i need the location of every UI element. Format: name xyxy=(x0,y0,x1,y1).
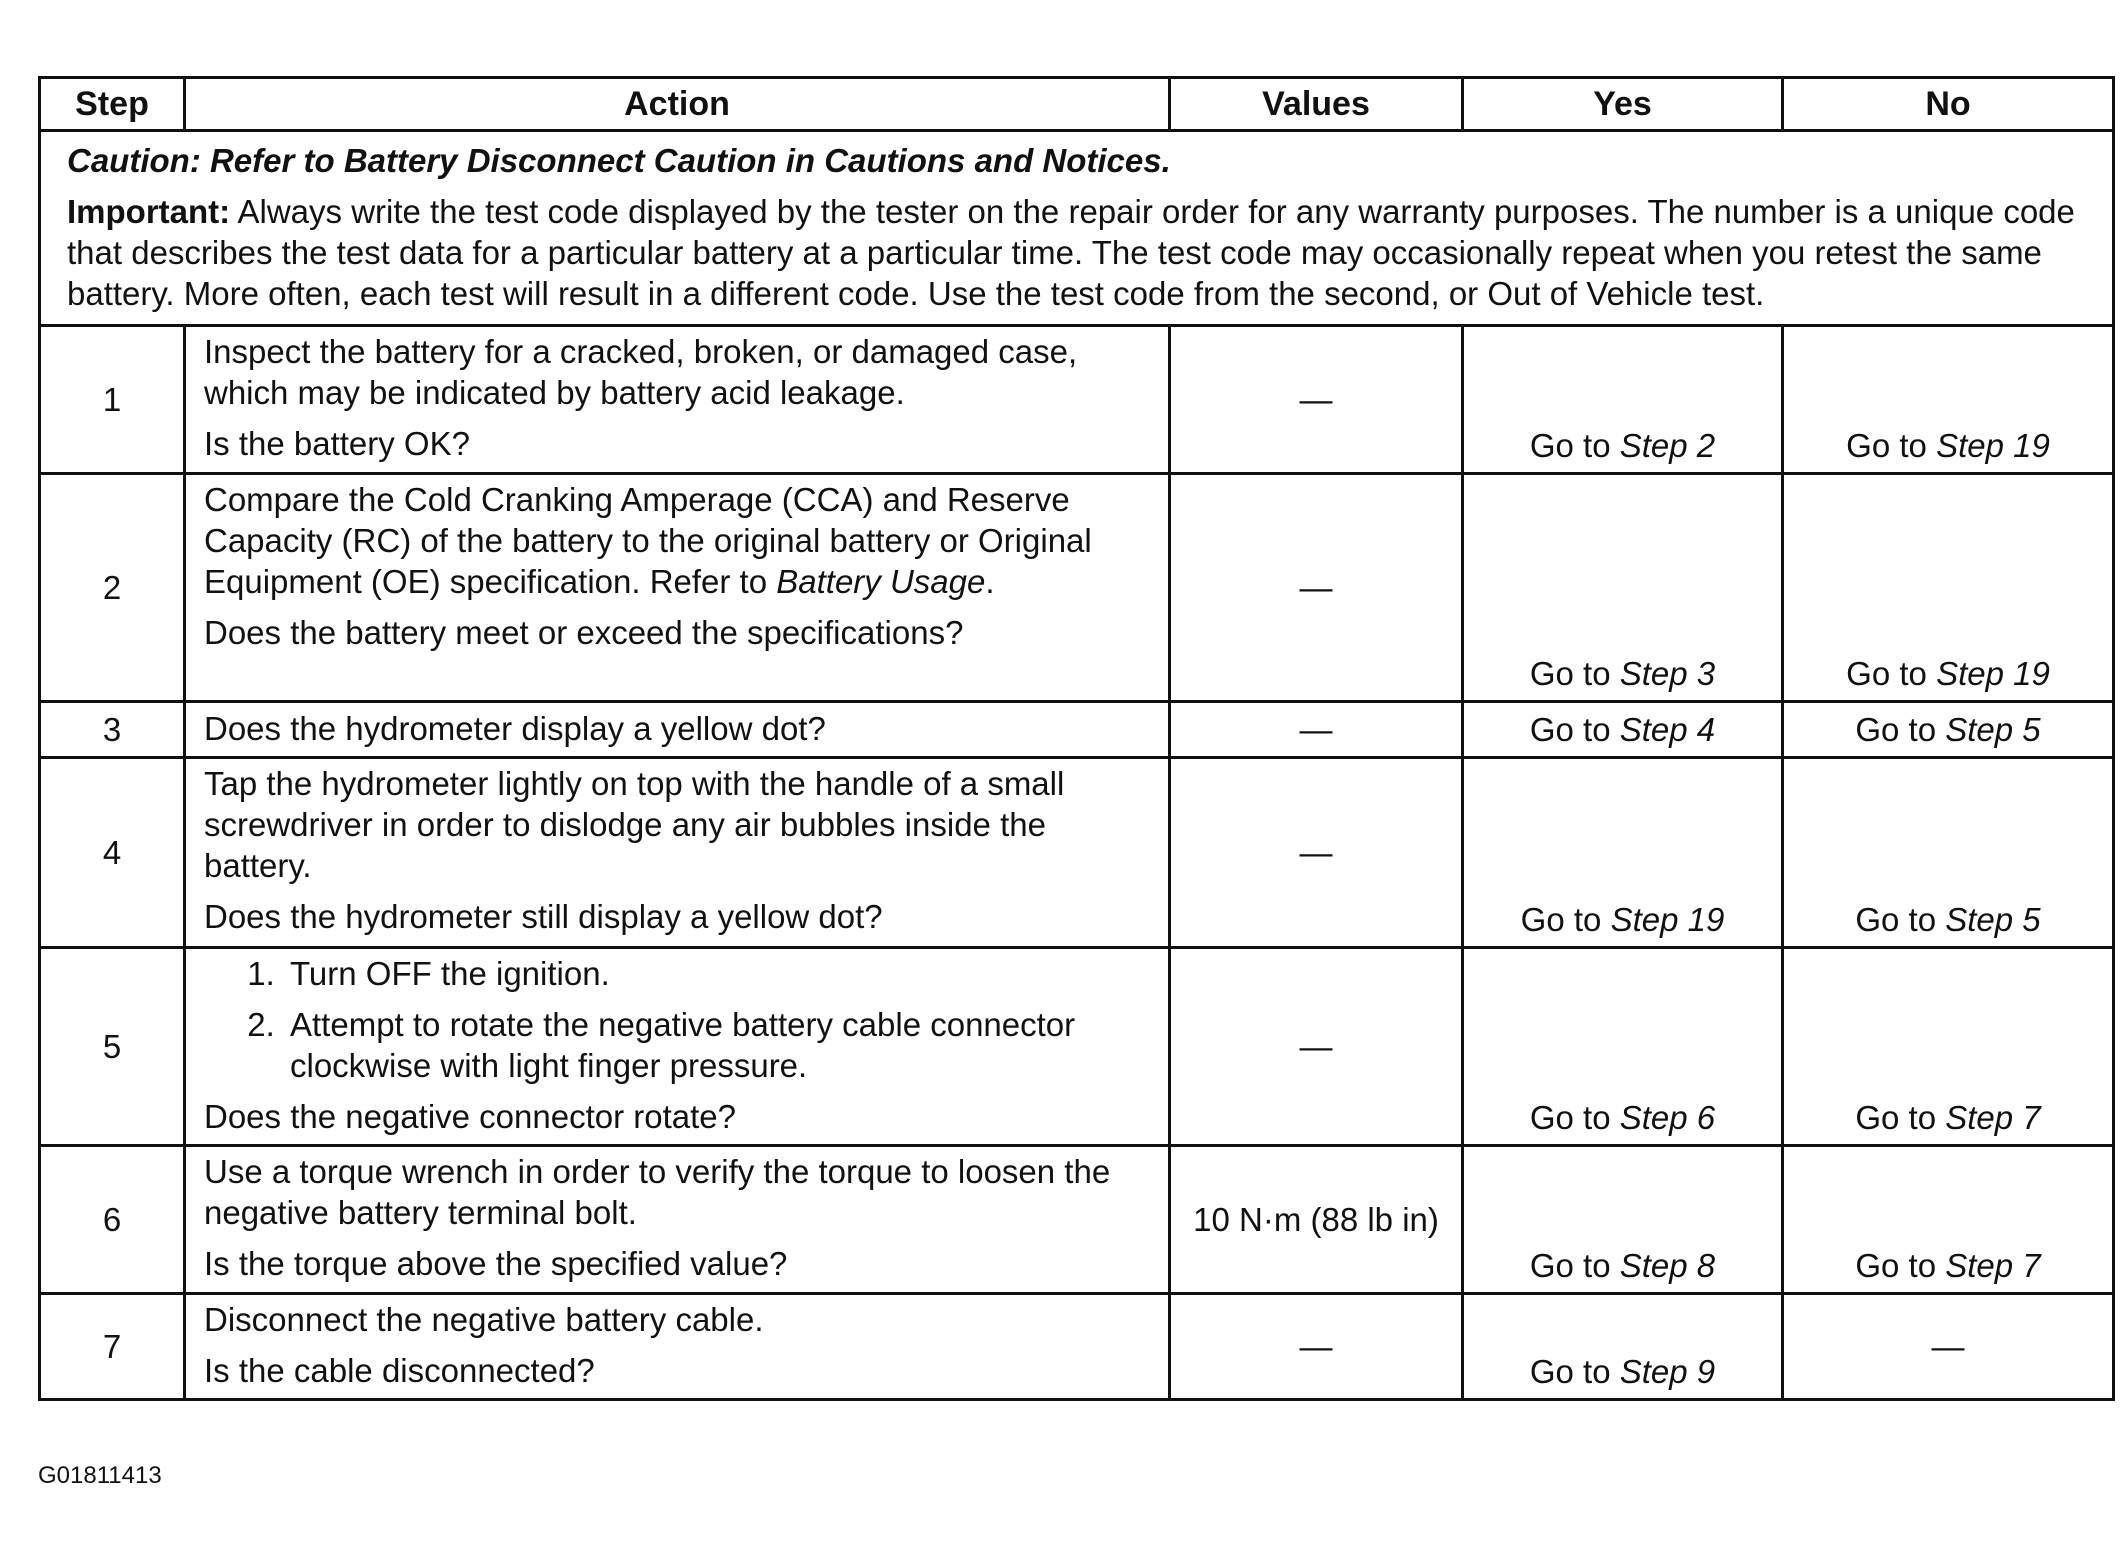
action-cell xyxy=(185,758,1170,948)
action-text: Use a torque wrench in order to verify the torque to loosen the negative battery terminal bolt. xyxy=(204,1153,1111,1231)
yes-cell xyxy=(1463,948,1783,1146)
notice-cell xyxy=(40,131,2114,326)
action-question: Is the cable disconnected? xyxy=(204,1352,595,1389)
goto-step-link[interactable]: Step 9 xyxy=(1619,1353,1716,1390)
battery-usage-reference[interactable]: Battery Usage xyxy=(776,563,986,600)
action-cell xyxy=(185,1294,1170,1400)
goto-step-link[interactable]: Step 6 xyxy=(1619,1099,1716,1136)
action-cell xyxy=(185,1146,1170,1294)
yes-cell xyxy=(1463,474,1783,702)
action-step-list xyxy=(204,953,1154,1086)
goto-step-link[interactable]: Step 5 xyxy=(1945,711,2041,748)
goto-prefix: Go to xyxy=(1529,1247,1620,1284)
header-row xyxy=(40,78,2114,131)
action-question: Does the negative connector rotate? xyxy=(204,1098,737,1135)
no-cell xyxy=(1783,326,2114,474)
value-cell: — xyxy=(1170,702,1463,758)
caution-text: Caution: Refer to Battery Disconnect Caution in Cautions and Notices. xyxy=(67,142,1171,179)
goto-step-link[interactable]: Step 8 xyxy=(1619,1247,1716,1284)
goto-step-link[interactable]: Step 3 xyxy=(1619,655,1716,692)
goto-prefix: Go to xyxy=(1529,1353,1620,1390)
table-row-step-5 xyxy=(40,948,2114,1146)
step-number: 1 xyxy=(40,326,185,474)
action-cell xyxy=(185,948,1170,1146)
no-cell: — xyxy=(1783,1294,2114,1400)
no-cell xyxy=(1783,758,2114,948)
goto-step-link[interactable]: Step 19 xyxy=(1936,427,2050,464)
step-number: 5 xyxy=(40,948,185,1146)
action-text: Disconnect the negative battery cable. xyxy=(204,1301,764,1338)
action-text-main: Compare the Cold Cranking Amperage (CCA) and Reserve Capacity (RC) of the battery to the original battery or Original Equipment (OE) specification. Refer to xyxy=(204,481,1092,600)
goto-prefix: Go to xyxy=(1855,711,1946,748)
notice-row xyxy=(40,131,2114,326)
goto-step-link[interactable]: Step 2 xyxy=(1619,427,1716,464)
goto-prefix: Go to xyxy=(1529,655,1620,692)
action-question: Does the battery meet or exceed the specifications? xyxy=(204,614,964,651)
important-text: Always write the test code displayed by the tester on the repair order for any warranty purposes. The number is a unique code that describes the test data for a particular battery at a particular time. The test code may occasionally repeat when you retest the same battery. More often, each test will result in a different code. Use the test code from the second, or Out of Vehicle test. xyxy=(67,193,2075,312)
important-label: Important: xyxy=(67,193,231,230)
yes-cell xyxy=(1463,1294,1783,1400)
column-header-yes: Yes xyxy=(1463,78,1783,131)
goto-prefix: Go to xyxy=(1846,655,1937,692)
yes-cell xyxy=(1463,326,1783,474)
yes-cell xyxy=(1463,1146,1783,1294)
goto-prefix: Go to xyxy=(1855,1247,1946,1284)
action-list-item: 2. Attempt to rotate the negative battery cable connector clockwise with light finger pressure. xyxy=(284,1004,1154,1086)
value-cell: — xyxy=(1170,474,1463,702)
goto-step-link[interactable]: Step 19 xyxy=(1610,901,1725,938)
action-list-item: 1. Turn OFF the ignition. xyxy=(284,953,1154,994)
table-row-step-1 xyxy=(40,326,2114,474)
no-cell xyxy=(1783,474,2114,702)
yes-cell xyxy=(1463,758,1783,948)
column-header-step: Step xyxy=(40,78,185,131)
value-cell: — xyxy=(1170,1294,1463,1400)
column-header-no: No xyxy=(1783,78,2114,131)
action-question: Is the battery OK? xyxy=(204,425,470,462)
table-row-step-6 xyxy=(40,1146,2114,1294)
no-cell xyxy=(1783,948,2114,1146)
yes-cell xyxy=(1463,702,1783,758)
action-cell xyxy=(185,326,1170,474)
column-header-action: Action xyxy=(185,78,1170,131)
action-text-end: . xyxy=(985,563,995,600)
important-note xyxy=(67,191,2094,314)
goto-prefix: Go to xyxy=(1520,901,1611,938)
no-cell xyxy=(1783,702,2114,758)
action-cell xyxy=(185,474,1170,702)
step-number: 2 xyxy=(40,474,185,702)
goto-prefix: Go to xyxy=(1529,1099,1620,1136)
goto-step-link[interactable]: Step 5 xyxy=(1945,901,2041,938)
value-cell: — xyxy=(1170,326,1463,474)
diagnostic-table-sheet xyxy=(38,76,2112,1401)
step-number: 7 xyxy=(40,1294,185,1400)
goto-prefix: Go to xyxy=(1529,711,1620,748)
column-header-values: Values xyxy=(1170,78,1463,131)
goto-step-link[interactable]: Step 7 xyxy=(1945,1247,2041,1284)
action-cell xyxy=(185,702,1170,758)
action-text xyxy=(204,479,1154,602)
step-number: 3 xyxy=(40,702,185,758)
goto-step-link[interactable]: Step 4 xyxy=(1619,711,1716,748)
action-question: Does the hydrometer display a yellow dot? xyxy=(204,710,826,747)
table-row-step-3 xyxy=(40,702,2114,758)
step-number: 6 xyxy=(40,1146,185,1294)
value-cell: 10 N·m (88 lb in) xyxy=(1170,1146,1463,1294)
value-cell: — xyxy=(1170,948,1463,1146)
goto-step-link[interactable]: Step 7 xyxy=(1945,1099,2041,1136)
action-question: Does the hydrometer still display a yellow dot? xyxy=(204,898,883,935)
goto-prefix: Go to xyxy=(1529,427,1620,464)
table-row-step-7 xyxy=(40,1294,2114,1400)
table-row-step-4 xyxy=(40,758,2114,948)
goto-prefix: Go to xyxy=(1846,427,1937,464)
action-question: Is the torque above the specified value? xyxy=(204,1245,788,1282)
no-cell xyxy=(1783,1146,2114,1294)
action-text: Tap the hydrometer lightly on top with the handle of a small screwdriver in order to dislodge any air bubbles inside the battery. xyxy=(204,765,1065,884)
goto-step-link[interactable]: Step 19 xyxy=(1936,655,2050,692)
diagnostic-table xyxy=(38,76,2115,1401)
goto-prefix: Go to xyxy=(1855,1099,1946,1136)
value-cell: — xyxy=(1170,758,1463,948)
table-row-step-2 xyxy=(40,474,2114,702)
goto-prefix: Go to xyxy=(1855,901,1946,938)
figure-id: G01811413 xyxy=(38,1462,162,1489)
step-number: 4 xyxy=(40,758,185,948)
action-text: Inspect the battery for a cracked, broken, or damaged case, which may be indicated by battery acid leakage. xyxy=(204,333,1078,411)
